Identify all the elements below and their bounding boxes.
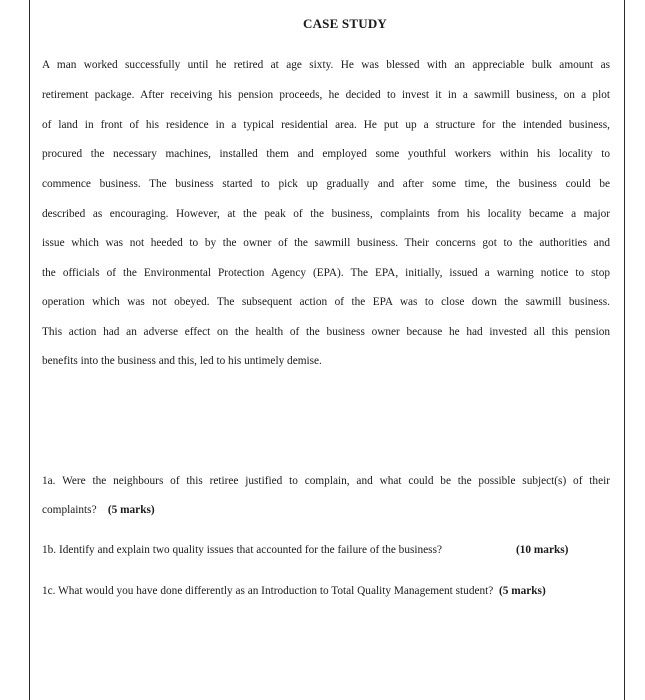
paragraph-line: benefits into the business and this, led to his untimely demise. <box>42 355 322 367</box>
paragraph-line: issue which was not heeded to by the owner of the sawmill business. Their concerns got to the authorities and <box>42 237 610 249</box>
page-border-right <box>624 0 625 700</box>
paragraph-line: operation which was not obeyed. The subsequent action of the EPA was to close down the sawmill business. <box>42 296 610 308</box>
question-1c-line <box>42 584 610 598</box>
page-border-left <box>29 0 30 700</box>
paragraph-line: commence business. The business started to pick up gradually and after some time, the business could be <box>42 178 610 190</box>
paragraph-line: procured the necessary machines, installed them and employed some youthful workers within his locality to <box>42 148 610 160</box>
question-1a-marks: (5 marks) <box>107 504 155 516</box>
paragraph-line: This action had an adverse effect on the health of the business owner because he had invested all this pension <box>42 326 610 338</box>
question-1a-text: complaints? <box>42 504 97 516</box>
question-1a-line-1: 1a. Were the neighbours of this retiree justified to complain, and what could be the possible subject(s) of their <box>42 475 610 487</box>
question-1c-text: 1c. What would you have done differently as an Introduction to Total Quality Management student? <box>42 585 494 597</box>
paragraph-line: retirement package. After receiving his pension proceeds, he decided to invest it in a sawmill business, on a plot <box>42 89 610 101</box>
question-1b-text: 1b. Identify and explain two quality issues that accounted for the failure of the business? <box>42 544 442 556</box>
question-1a-line-2 <box>42 503 610 517</box>
page-title: CASE STUDY <box>303 16 387 31</box>
paragraph-line: A man worked successfully until he retired at age sixty. He was blessed with an appreciable bulk amount as <box>42 59 610 71</box>
question-1c-marks: (5 marks) <box>498 585 546 597</box>
paragraph-line: of land in front of his residence in a typical residential area. He put up a structure for the intended business, <box>42 119 610 131</box>
paragraph-line: the officials of the Environmental Protection Agency (EPA). The EPA, initially, issued a warning notice to stop <box>42 267 610 279</box>
question-1b-marks: (10 marks) <box>516 544 569 556</box>
paragraph-line: described as encouraging. However, at the peak of the business, complaints from his locality became a major <box>42 208 610 220</box>
